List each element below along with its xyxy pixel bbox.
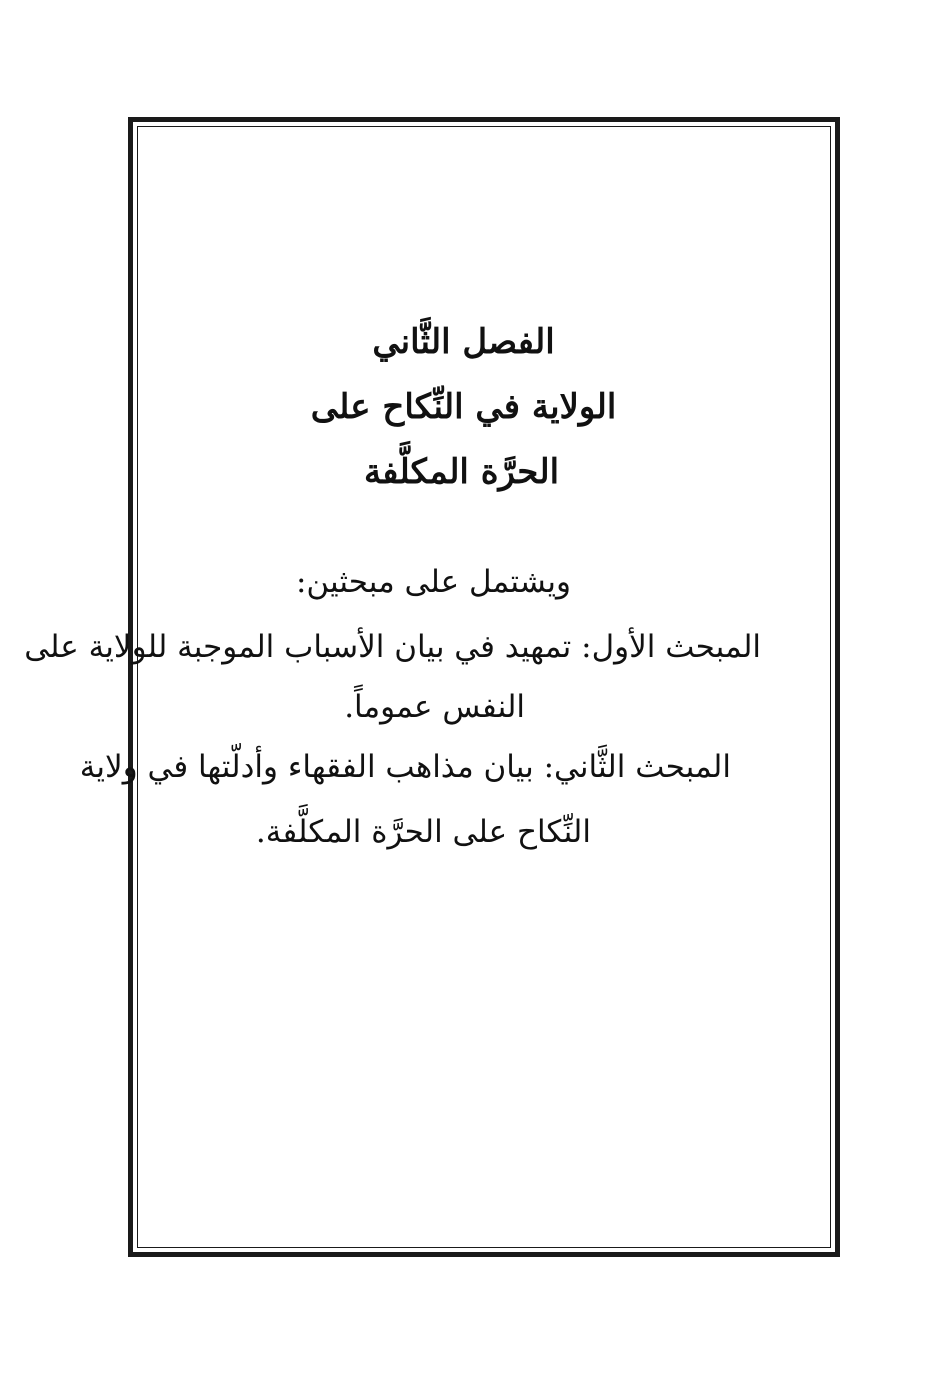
section-2-text-line-1: المبحث الثَّاني: بيان مذاهب الفقهاء وأدلّتها في ولاية xyxy=(79,749,731,785)
section-1-text-line-2: النفس عموماً. xyxy=(344,689,525,725)
section-1-text-line-1: المبحث الأول: تمهيد في بيان الأسباب الموجبة للولاية على xyxy=(24,629,761,665)
chapter-heading: الفصل الثَّاني xyxy=(372,322,555,362)
section-2-text-line-2: النِّكاح على الحرَّة المكلَّفة. xyxy=(255,814,591,850)
contents-intro: ويشتمل على مبحثين: xyxy=(295,564,571,600)
chapter-title-line-1: الولاية في النِّكاح على xyxy=(310,387,617,427)
chapter-title-line-2: الحرَّة المكلَّفة xyxy=(363,452,560,492)
